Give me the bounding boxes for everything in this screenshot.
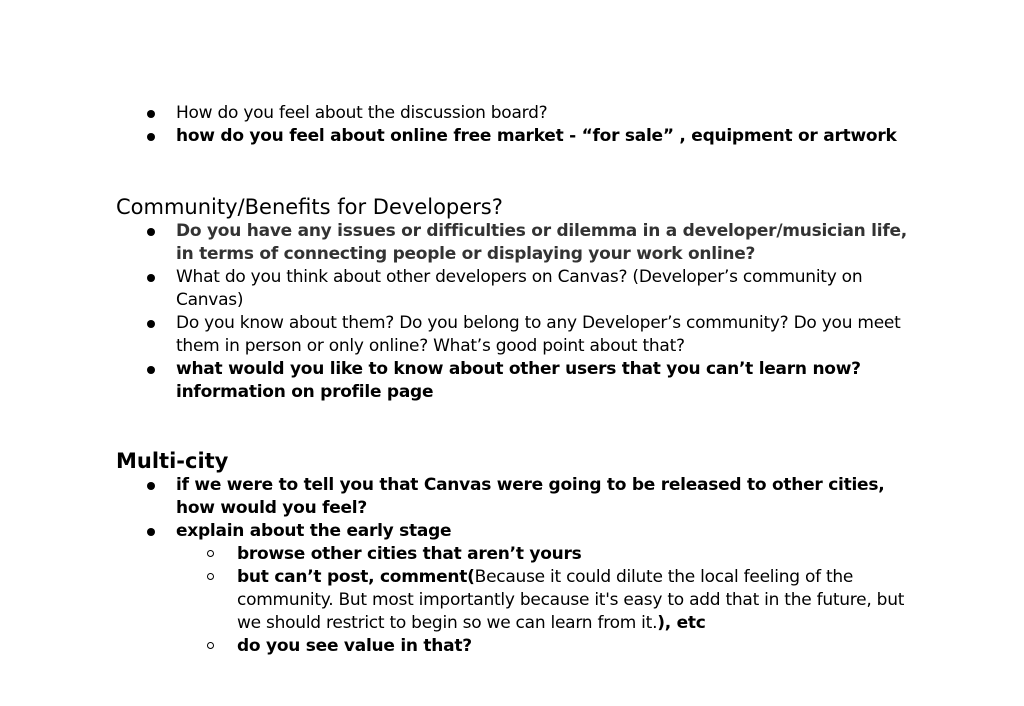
bullet-icon [147, 528, 155, 536]
subitem-text: browse other cities that aren’t yours [237, 544, 582, 564]
community-question-list [116, 220, 916, 404]
list-item [116, 266, 916, 312]
list-item [116, 312, 916, 358]
section-heading: Multi-city [116, 449, 229, 473]
bullet-icon [147, 110, 155, 118]
sub-list-item [116, 635, 916, 658]
subitem-bold-end: ), etc [657, 613, 706, 633]
section-heading: Community/Benefits for Developers? [116, 195, 503, 219]
list-item [116, 220, 916, 266]
question-text: What do you think about other developers on Canvas? (Developer’s community on Canvas) [176, 267, 863, 310]
question-text: explain about the early stage [176, 521, 452, 541]
hollow-bullet-icon [207, 550, 214, 557]
multicity-section [116, 449, 916, 658]
sub-list-item [116, 566, 916, 635]
question-text: How do you feel about the discussion board? [176, 103, 548, 123]
subitem-text: do you see value in that? [237, 636, 472, 656]
bullet-icon [147, 228, 155, 236]
subitem-explanation: Because it could dilute the local feeling of the community. But most importantly because it's easy to add that in the future, but we should restrict to begin so we can learn from it. [237, 567, 905, 633]
list-item [116, 358, 916, 404]
intro-question-list [116, 102, 916, 148]
bullet-icon [147, 320, 155, 328]
question-text: what would you like to know about other users that you can’t learn now? information on profile page [176, 359, 861, 402]
question-text: Do you have any issues or difficulties or dilemma in a developer/musician life, in terms of connecting people or displaying your work online? [176, 221, 907, 264]
bullet-icon [147, 133, 155, 141]
bullet-icon [147, 366, 155, 374]
bullet-icon [147, 482, 155, 490]
hollow-bullet-icon [207, 642, 214, 649]
question-text: Do you know about them? Do you belong to any Developer’s community? Do you meet them in person or only online? What’s good point about that? [176, 313, 901, 356]
list-item [116, 474, 916, 520]
multicity-question-list [116, 474, 916, 658]
question-text: if we were to tell you that Canvas were going to be released to other cities, how would you feel? [176, 475, 885, 518]
hollow-bullet-icon [207, 573, 214, 580]
question-text: how do you feel about online free market - “for sale” , equipment or artwork [176, 126, 897, 146]
subitem-bold-start: but can’t post, comment( [237, 567, 475, 587]
list-item [116, 520, 916, 543]
community-section [116, 195, 916, 404]
list-item [116, 102, 916, 125]
sub-list-item [116, 543, 916, 566]
list-item [116, 125, 916, 148]
bullet-icon [147, 274, 155, 282]
intro-section [116, 102, 916, 148]
